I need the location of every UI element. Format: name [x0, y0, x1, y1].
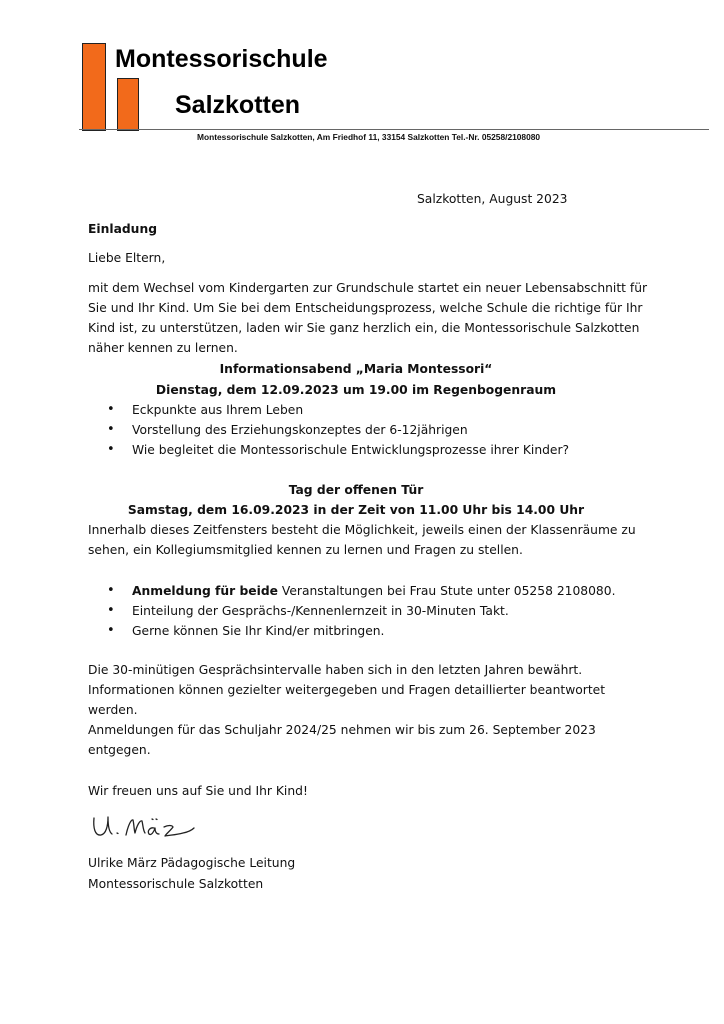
list-item: [88, 581, 616, 601]
event1-bullet-list: [88, 400, 569, 460]
handwritten-signature: [88, 808, 198, 848]
school-name-line2: Salzkotten: [175, 91, 301, 119]
event2-bullet-list: [88, 581, 616, 641]
school-name-line1: Montessorischule: [115, 45, 328, 73]
intro-line: mit dem Wechsel vom Kindergarten zur Grundschule startet ein neuer Lebensabschnitt für: [88, 281, 648, 295]
list-item: • Vorstellung des Erziehungskonzeptes der 6-12jährigen: [88, 420, 569, 440]
event2-line: sehen, ein Kollegiumsmitglied kennen zu lernen und Fragen zu stellen.: [88, 543, 523, 557]
farewell-line: Wir freuen uns auf Sie und Ihr Kind!: [88, 784, 308, 798]
intro-line: Kind ist, zu unterstützen, laden wir Sie ganz herzlich ein, die Montessorischule Salzkotten: [88, 321, 640, 335]
closing-line: werden.: [88, 703, 138, 717]
closing-line: entgegen.: [88, 743, 151, 757]
list-item: • Eckpunkte aus Ihrem Leben: [88, 400, 569, 420]
event2-line: Innerhalb dieses Zeitfensters besteht die Möglichkeit, jeweils einen der Klassenräume zu: [88, 523, 636, 537]
letter-subject: Einladung: [88, 222, 157, 236]
event1-title: Informationsabend „Maria Montessori“: [219, 362, 493, 376]
intro-paragraph: [88, 278, 647, 358]
list-item: • Wie begleitet die Montessorischule Entwicklungsprozesse ihrer Kinder?: [88, 440, 569, 460]
salutation: Liebe Eltern,: [88, 251, 166, 265]
event2-date: Samstag, dem 16.09.2023 in der Zeit von 11.00 Uhr bis 14.00 Uhr: [127, 503, 585, 517]
registration-emphasis: Anmeldung für beide: [132, 584, 278, 598]
closing-paragraph: [88, 660, 605, 760]
closing-line: Anmeldungen für das Schuljahr 2024/25 nehmen wir bis zum 26. September 2023: [88, 723, 596, 737]
closing-line: Die 30-minütigen Gesprächsintervalle haben sich in den letzten Jahren bewährt.: [88, 663, 583, 677]
header-rule: [79, 129, 709, 130]
list-item: • Gerne können Sie Ihr Kind/er mitbringen.: [88, 621, 616, 641]
logo-bar-right: [117, 78, 139, 131]
date-line: Salzkotten, August 2023: [417, 192, 568, 206]
event1-date: Dienstag, dem 12.09.2023 um 19.00 im Regenbogenraum: [155, 383, 557, 397]
registration-text: Veranstaltungen bei Frau Stute unter 05258 2108080.: [277, 584, 616, 598]
event2-title: Tag der offenen Tür: [288, 483, 424, 497]
logo-bar-left: [82, 43, 106, 131]
list-item: • Einteilung der Gesprächs-/Kennenlernzeit in 30-Minuten Takt.: [88, 601, 616, 621]
signer-name-role: Ulrike März Pädagogische Leitung: [88, 856, 296, 870]
intro-line: Sie und Ihr Kind. Um Sie bei dem Entscheidungsprozess, welche Schule die richtige für Ihr: [88, 301, 643, 315]
closing-line: Informationen können gezielter weitergegeben und Fragen detaillierter beantwortet: [88, 683, 606, 697]
event2-paragraph: [88, 520, 636, 560]
intro-line: näher kennen zu lernen.: [88, 341, 238, 355]
school-address: Montessorischule Salzkotten, Am Friedhof 11, 33154 Salzkotten Tel.-Nr. 05258/2108080: [197, 132, 541, 142]
signer-institution: Montessorischule Salzkotten: [88, 877, 264, 891]
